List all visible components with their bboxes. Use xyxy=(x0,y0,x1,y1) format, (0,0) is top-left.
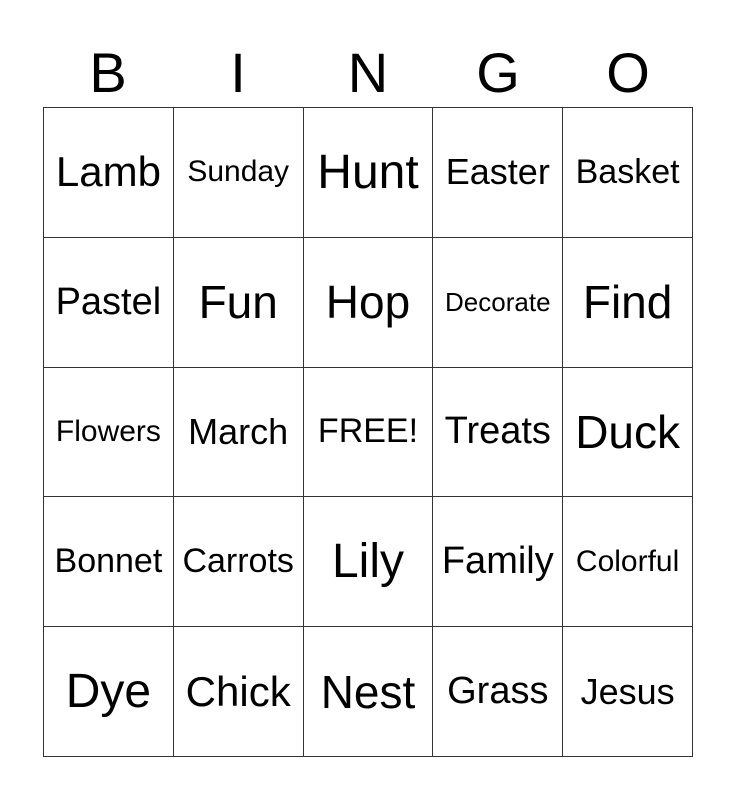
bingo-cell[interactable]: Family xyxy=(433,497,563,627)
header-letter-g: G xyxy=(476,41,520,104)
bingo-grid xyxy=(43,107,693,757)
bingo-header xyxy=(43,40,693,106)
bingo-cell[interactable]: Basket xyxy=(563,108,693,238)
bingo-cell[interactable]: Chick xyxy=(174,627,304,757)
bingo-cell[interactable]: Colorful xyxy=(563,497,693,627)
bingo-cell[interactable]: March xyxy=(174,368,304,498)
bingo-cell[interactable]: Fun xyxy=(174,238,304,368)
bingo-cell[interactable]: Bonnet xyxy=(44,497,174,627)
bingo-cell[interactable]: Nest xyxy=(304,627,434,757)
bingo-cell[interactable]: Pastel xyxy=(44,238,174,368)
bingo-cell[interactable]: Jesus xyxy=(563,627,693,757)
bingo-cell[interactable]: Hop xyxy=(304,238,434,368)
bingo-cell[interactable]: Lily xyxy=(304,497,434,627)
bingo-cell[interactable]: Dye xyxy=(44,627,174,757)
bingo-cell[interactable]: Decorate xyxy=(433,238,563,368)
bingo-cell[interactable]: Sunday xyxy=(174,108,304,238)
bingo-cell[interactable]: Hunt xyxy=(304,108,434,238)
free-space-cell[interactable]: FREE! xyxy=(304,368,434,498)
bingo-cell[interactable]: Easter xyxy=(433,108,563,238)
header-letter-b: B xyxy=(89,41,127,104)
bingo-cell[interactable]: Find xyxy=(563,238,693,368)
header-letter-i: I xyxy=(230,41,246,104)
bingo-cell[interactable]: Grass xyxy=(433,627,563,757)
header-letter-o: O xyxy=(606,41,650,104)
bingo-cell[interactable]: Carrots xyxy=(174,497,304,627)
bingo-cell[interactable]: Treats xyxy=(433,368,563,498)
bingo-cell[interactable]: Flowers xyxy=(44,368,174,498)
bingo-cell[interactable]: Lamb xyxy=(44,108,174,238)
bingo-cell[interactable]: Duck xyxy=(563,368,693,498)
header-letter-n: N xyxy=(347,41,389,104)
